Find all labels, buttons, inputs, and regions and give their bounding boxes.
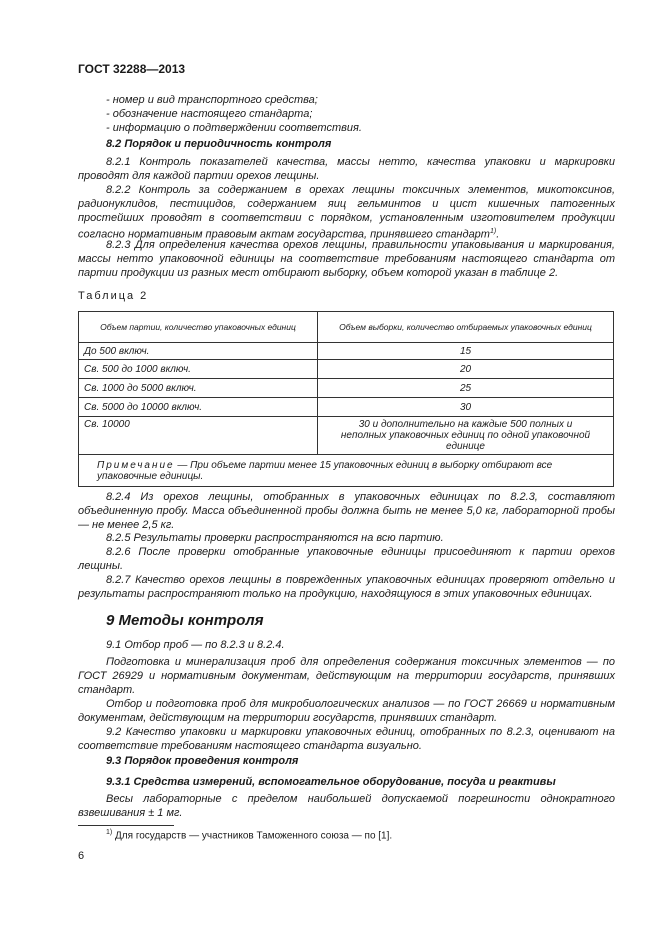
paragraph-8-2-3: 8.2.3 Для определения качества орехов лещины, правильности упаковывания и маркирования, массы нетто упаковочной единицы на соответствие требованиям настоящего стандарта от партии продукции из разных мест отбирают выборку, объем которой указан в таблице 2. <box>78 239 615 279</box>
table-header-col2: Объем выборки, количество отбираемых упаковочных единиц <box>318 312 614 343</box>
paragraph-8-2-5: 8.2.5 Результаты проверки распространяются на всю партию. <box>106 532 444 544</box>
footnote: $^{1)}$ Для государств — участников Таможенного союза — по [1]. <box>106 829 393 842</box>
note-text: — При объеме партии менее 15 упаковочных единиц в выборку отбирают все упаковочные единицы. <box>97 459 553 482</box>
paragraph-8-2-7: 8.2.7 Качество орехов лещины в поврежденных упаковочных единицах проверяют отдельно и результаты распространяют только на продукцию, находящуюся в этих упаковочных единицах. <box>78 574 615 600</box>
table-row: Св. 500 до 1000 включ. 20 <box>79 360 614 379</box>
table-row: До 500 включ. 15 <box>79 343 614 360</box>
list-item: - обозначение настоящего стандарта; <box>106 108 313 120</box>
list-item: - номер и вид транспортного средства; <box>106 94 318 106</box>
section-9-title: 9 Методы контроля <box>106 612 264 629</box>
paragraph-9-3-1: Весы лабораторные с пределом наибольшей допускаемой погрешности однократного взвешивания ± 1 мг. <box>78 793 615 819</box>
table-note-row <box>79 455 614 487</box>
note-label: Примечание <box>97 459 175 471</box>
paragraph-9-1-toxic: Подготовка и минерализация проб для определения содержания токсичных элементов — по ГОСТ 26929 и нормативным документам, действующим на территории государств, принявших стандарт. <box>78 656 615 696</box>
section-9-3-1-title: 9.3.1 Средства измерений, вспомогательное оборудование, посуда и реактивы <box>106 776 556 788</box>
section-8-2-title: 8.2 Порядок и периодичность контроля <box>106 138 332 150</box>
document-header: ГОСТ 32288—2013 <box>78 62 186 76</box>
paragraph-9-1-micro: Отбор и подготовка проб для микробиологических анализов — по ГОСТ 26669 и нормативным документам, действующим на территории государств, принявших стандарт. <box>78 698 615 724</box>
table-row: Св. 10000 30 и дополнительно на каждые 500 полных и неполных упаковочных единиц по одной упаковочной единице <box>79 417 614 455</box>
footnote-divider <box>78 825 174 826</box>
table-row: Св. 1000 до 5000 включ. 25 <box>79 379 614 398</box>
page-number: 6 <box>78 850 85 862</box>
table-caption: Таблица 2 <box>78 290 149 302</box>
list-item: - информацию о подтверждении соответствия. <box>106 122 362 134</box>
paragraph-8-2-6: 8.2.6 После проверки отобранные упаковочные единицы присоединяют к партии орехов лещины. <box>78 546 615 572</box>
table-row: Св. 5000 до 10000 включ. 30 <box>79 398 614 417</box>
table-header-col1: Объем партии, количество упаковочных единиц <box>79 312 318 343</box>
paragraph-9-1: 9.1 Отбор проб — по 8.2.3 и 8.2.4. <box>106 639 285 651</box>
paragraph-9-2: 9.2 Качество упаковки и маркировки упаковочных единиц, отобранных по 8.2.3, оценивают на соответствие требованиям настоящего стандарта визуально. <box>78 726 615 752</box>
paragraph-8-2-2: 8.2.2 Контроль за содержанием в орехах лещины токсичных элементов, микотоксинов, радионуклидов, пестицидов, содержанием яиц гельминтов и цист кишечных патогенных простейших проводят в соответствии с порядком, установленным изготовителем продукции согласно нормативным правовым актам государства, принявшего стандарт$^{1)}$. <box>78 184 615 241</box>
sample-size-table <box>78 311 614 487</box>
section-9-3-title: 9.3 Порядок проведения контроля <box>106 755 299 767</box>
paragraph-8-2-4: 8.2.4 Из орехов лещины, отобранных в упаковочных единицах по 8.2.3, составляют объединенную пробу. Масса объединенной пробы должна быть не менее 5,0 кг, лабораторной пробы — не менее 2,5 кг. <box>78 491 615 531</box>
paragraph-8-2-1: 8.2.1 Контроль показателей качества, массы нетто, качества упаковки и маркировки проводят для каждой партии орехов лещины. <box>78 156 615 182</box>
